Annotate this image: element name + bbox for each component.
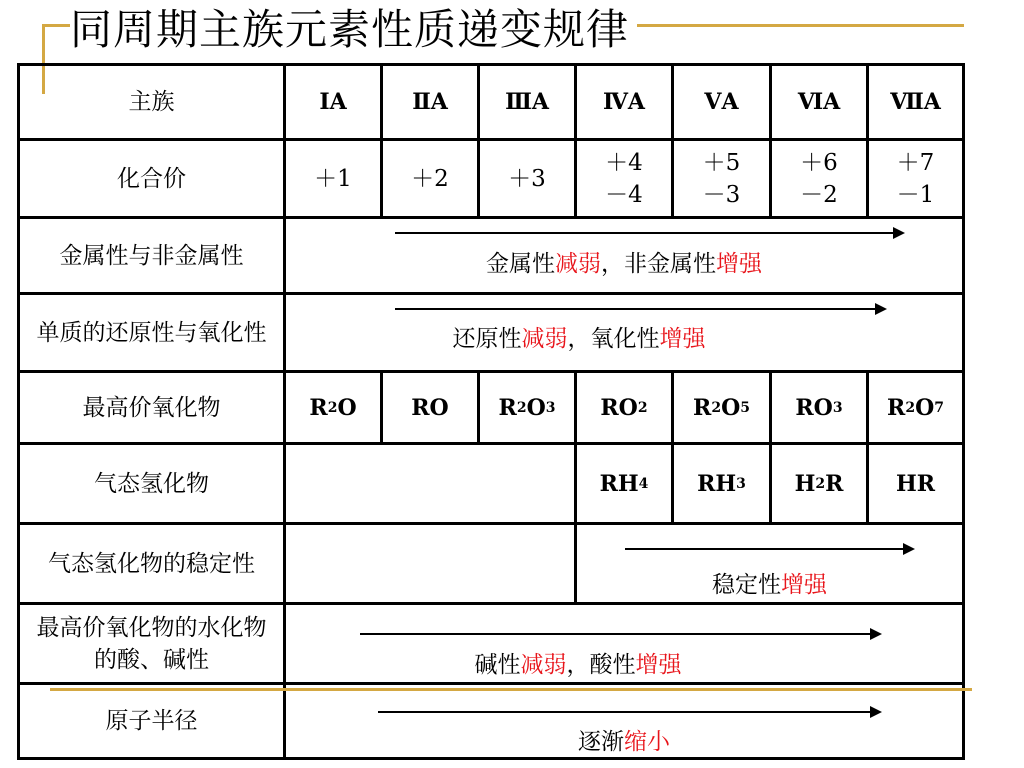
formula-part: R — [825, 470, 844, 497]
trend-arrow — [395, 227, 905, 239]
formula-part: O — [915, 394, 935, 421]
group-header: ⅦA — [890, 89, 941, 115]
formula-subscript: 7 — [934, 399, 944, 416]
formula-part: R — [887, 394, 906, 421]
hydride-formula — [674, 445, 769, 522]
trend-highlight: 减弱 — [520, 651, 567, 678]
formula-subscript: 5 — [740, 399, 750, 416]
row-label-redox: 单质的还原性与氧化性 — [36, 319, 267, 346]
row-label-oxide: 最高价氧化物 — [82, 394, 221, 421]
decorative-bottom-line — [50, 688, 972, 691]
row-label-valence: 化合价 — [117, 165, 186, 192]
radius-trend-text — [286, 722, 962, 756]
formula-part: R — [498, 394, 517, 421]
formula-part: H — [794, 470, 816, 497]
valence-top: ＋1 — [314, 165, 352, 192]
trend-arrow — [625, 543, 915, 555]
valence-top: ＋5 — [702, 149, 741, 176]
valence-bottom: －1 — [896, 181, 935, 208]
group-header: ⅡA — [412, 89, 448, 115]
trend-arrow — [360, 628, 882, 640]
hydride-formula — [869, 445, 962, 522]
formula-subscript: 3 — [736, 475, 746, 492]
valence-top: ＋6 — [800, 149, 838, 176]
formula-subscript: 2 — [815, 475, 826, 492]
formula-part: RH — [697, 470, 737, 497]
group-header: ⅠA — [319, 89, 347, 115]
valence-cell — [286, 141, 380, 216]
metallic-trend-text — [286, 241, 962, 281]
trend-text: ，酸性 — [566, 651, 636, 678]
hydride-formula — [577, 445, 671, 522]
trend-text: 金属性 — [486, 250, 555, 277]
formula-subscript: 2 — [711, 399, 722, 416]
valence-top: ＋3 — [508, 165, 546, 192]
valence-top: ＋7 — [896, 149, 935, 176]
formula-subscript: 2 — [637, 399, 648, 416]
trend-text: ，氧化性 — [567, 325, 660, 352]
formula-part: R — [693, 394, 712, 421]
trend-highlight: 增强 — [635, 651, 682, 678]
oxide-formula — [383, 373, 477, 442]
oxide-formula — [674, 373, 769, 442]
periodic-trends-table — [17, 63, 965, 760]
formula-part: RO — [795, 394, 833, 421]
row-label-hydroxide: 最高价氧化物的水化物的酸、碱性 — [36, 614, 267, 673]
trend-text: 稳定性 — [712, 571, 781, 598]
formula-subscript: 2 — [905, 399, 916, 416]
trend-highlight: 增强 — [659, 325, 706, 352]
valence-cell — [383, 141, 477, 216]
hydride-formula — [772, 445, 866, 522]
row-label-group: 主族 — [128, 89, 175, 115]
trend-arrow — [395, 303, 887, 315]
valence-top: ＋4 — [605, 149, 643, 176]
formula-subscript: 2 — [516, 399, 527, 416]
trend-text: ，非金属性 — [601, 250, 716, 277]
trend-highlight: 增强 — [781, 571, 827, 598]
group-header: ⅤA — [704, 89, 739, 115]
formula-part: HR — [895, 470, 936, 497]
trend-text: 逐渐 — [578, 728, 624, 755]
valence-cell — [772, 141, 866, 216]
trend-highlight: 减弱 — [555, 250, 601, 277]
oxide-formula — [577, 373, 671, 442]
formula-part: R — [309, 394, 328, 421]
formula-subscript: 3 — [832, 399, 843, 416]
group-header: ⅣA — [602, 89, 646, 115]
trend-text: 碱性 — [474, 651, 521, 678]
valence-cell — [674, 141, 769, 216]
valence-bottom: －2 — [800, 181, 838, 208]
group-header: ⅥA — [797, 89, 841, 115]
oxide-formula — [772, 373, 866, 442]
formula-part: RH — [599, 470, 639, 497]
formula-part: O — [337, 394, 357, 421]
trend-arrow — [378, 706, 882, 718]
formula-part: RO — [411, 394, 449, 421]
valence-cell — [480, 141, 574, 216]
valence-bottom: －3 — [702, 181, 741, 208]
valence-cell — [869, 141, 962, 216]
formula-subscript: 4 — [638, 475, 649, 492]
row-label-hydride-stability: 气态氢化物的稳定性 — [48, 550, 255, 577]
formula-part: RO — [600, 394, 638, 421]
trend-highlight: 缩小 — [624, 728, 670, 755]
formula-subscript: 3 — [545, 399, 556, 416]
valence-cell — [577, 141, 671, 216]
stability-trend-text — [577, 564, 962, 600]
page-title: 同周期主族元素性质递变规律 — [70, 2, 637, 58]
row-label-metallic: 金属性与非金属性 — [59, 242, 244, 269]
valence-top: ＋2 — [411, 165, 449, 192]
oxide-formula — [869, 373, 962, 442]
valence-bottom: －4 — [605, 181, 643, 208]
oxide-formula — [286, 373, 380, 442]
oxide-formula — [480, 373, 574, 442]
trend-text: 还原性 — [452, 325, 522, 352]
hydroxide-trend-text — [286, 644, 870, 680]
row-label-hydride: 气态氢化物 — [94, 470, 209, 497]
redox-trend-text — [286, 316, 872, 356]
formula-part: O — [721, 394, 741, 421]
trend-highlight: 增强 — [716, 250, 762, 277]
row-label-radius: 原子半径 — [105, 708, 198, 734]
trend-highlight: 减弱 — [521, 325, 568, 352]
group-header: ⅢA — [505, 89, 549, 115]
formula-part: O — [526, 394, 546, 421]
formula-subscript: 2 — [327, 399, 338, 416]
